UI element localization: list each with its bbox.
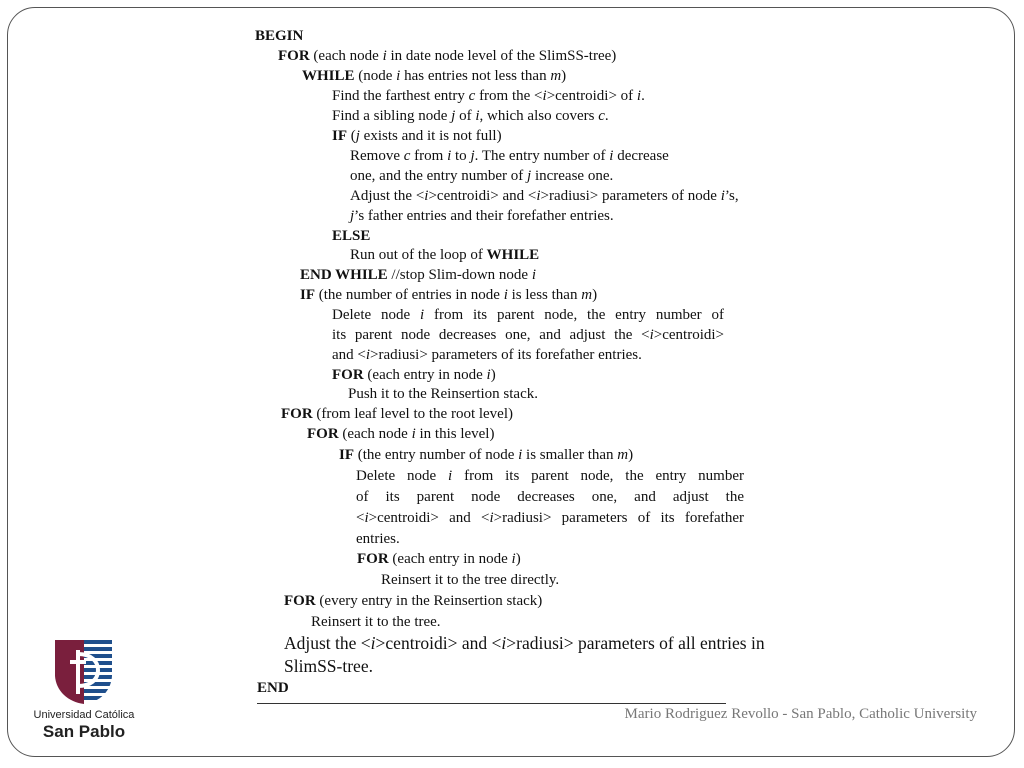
algo-line: Adjust the <i>centroidi> and <i>radiusi> parameters of node i’s, [350, 188, 739, 204]
algo-line: Find a sibling node j of i, which also covers c. [332, 108, 609, 124]
algo-line: IF (the entry number of node i is smaller than m) [339, 447, 634, 463]
logo-university-name: Universidad Católica [33, 709, 135, 721]
algo-line: END [257, 680, 289, 696]
algo-line: BEGIN [255, 28, 304, 44]
algo-line: WHILE (node i has entries not less than m) [302, 68, 567, 84]
algo-line: IF (j exists and it is not full) [332, 128, 502, 144]
algo-line: FOR (from leaf level to the root level) [281, 406, 514, 422]
algo-line: Run out of the loop of WHILE [350, 247, 540, 263]
footer-author: Mario Rodriguez Revollo - San Pablo, Catholic University [624, 706, 977, 722]
algo-line: entries. [356, 531, 400, 547]
algo-line: SlimSS-tree. [284, 656, 373, 676]
algo-line: Reinsert it to the tree. [311, 614, 441, 630]
university-crest-icon [28, 636, 140, 708]
algo-line: IF (the number of entries in node i is less than m) [300, 287, 598, 303]
logo-campus-name: San Pablo [42, 722, 126, 741]
algo-line: FOR (each entry in node i) [332, 367, 496, 383]
algo-line: Reinsert it to the tree directly. [381, 572, 560, 588]
algo-line: ELSE [332, 228, 371, 244]
algo-line: FOR (every entry in the Reinsertion stack) [284, 593, 543, 609]
algo-line: Remove c from i to j. The entry number of i decrease [350, 148, 669, 164]
algo-line: one, and the entry number of j increase one. [350, 168, 614, 184]
university-logo [28, 636, 140, 741]
algo-line: Adjust the <i>centroidi> and <i>radiusi> parameters of all entries in [284, 633, 765, 653]
algo-line: Delete node i from its parent node, the entry number of [332, 307, 724, 323]
algo-line: and <i>radiusi> parameters of its forefather entries. [332, 347, 642, 363]
algo-line: of its parent node decreases one, and adjust the [356, 489, 744, 505]
algo-line: Push it to the Reinsertion stack. [348, 386, 538, 402]
algo-line: FOR (each node i in date node level of the SlimSS-tree) [278, 48, 617, 64]
algo-line: FOR (each node i in this level) [307, 426, 495, 442]
algo-line: j’s father entries and their forefather entries. [350, 208, 614, 224]
footer-rule [257, 703, 726, 704]
algo-line: <i>centroidi> and <i>radiusi> parameters of its forefather [356, 510, 744, 526]
algo-line: its parent node decreases one, and adjust the <i>centroidi> [332, 327, 724, 343]
algo-line: FOR (each entry in node i) [357, 551, 521, 567]
algo-line: Delete node i from its parent node, the entry number [356, 468, 744, 484]
algo-line: Find the farthest entry c from the <i>centroidi> of i. [332, 88, 645, 104]
algo-line: END WHILE //stop Slim-down node i [300, 267, 537, 283]
